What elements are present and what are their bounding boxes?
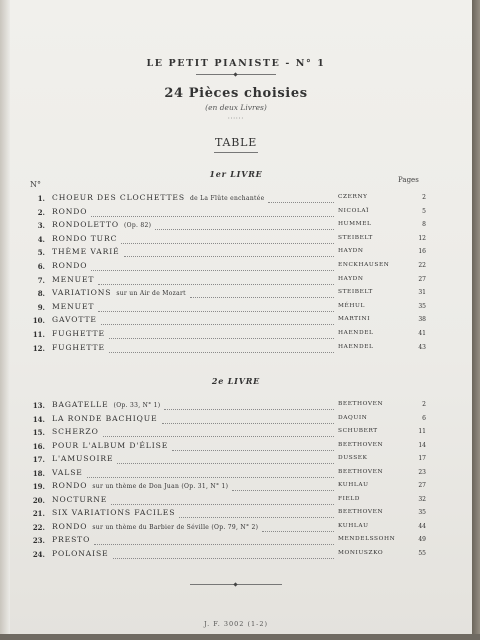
entry-page: 31	[418, 289, 426, 297]
table-row	[30, 315, 426, 327]
entry-page: 23	[418, 468, 426, 476]
entry-number: 5.	[37, 248, 45, 258]
table-row	[30, 495, 426, 507]
entry-composer: NICOLAÏ	[338, 207, 370, 214]
entry-title	[52, 549, 109, 558]
entry-title-text: POUR L'ALBUM D'ÉLISE	[52, 440, 169, 450]
entry-number: 15.	[32, 428, 45, 437]
entry-title-text: SIX VARIATIONS FACILES	[52, 508, 176, 517]
entry-page: 5	[422, 207, 426, 215]
entry-title-text: NOCTURNE	[52, 494, 108, 504]
entry-page: 32	[418, 495, 426, 503]
table-row	[30, 288, 426, 300]
entry-number: 3.	[37, 221, 45, 231]
entry-title-text: BAGATELLE	[52, 400, 109, 409]
entry-page: 55	[418, 549, 426, 557]
entry-title-text: MENUET	[52, 301, 95, 311]
dotted-leader	[98, 311, 334, 312]
entry-title-text: CHOEUR DES CLOCHETTES	[52, 193, 185, 202]
entry-title-text: FUGHETTE	[52, 329, 105, 338]
table-row	[30, 427, 426, 439]
dotted-leader	[232, 490, 334, 491]
table-row	[30, 549, 426, 561]
entry-title-text: RONDO	[52, 261, 88, 270]
entry-title-text: RONDO	[52, 481, 88, 490]
plate-number: J. F. 3002 (1-2)	[203, 620, 268, 628]
entry-page: 8	[422, 221, 426, 229]
entry-page: 27	[418, 482, 426, 489]
entry-title-text: POLONAISE	[52, 548, 109, 558]
entry-page: 38	[418, 316, 426, 324]
dotted-leader	[113, 558, 334, 559]
table-row	[30, 193, 426, 205]
entry-title	[52, 508, 175, 517]
dotted-leader	[164, 409, 334, 410]
page-edge-shadow	[472, 0, 480, 640]
entry-composer: HUMMEL	[338, 221, 372, 228]
entry-page: 27	[418, 275, 426, 283]
entry-page: 22	[418, 262, 426, 269]
dotted-leader	[91, 270, 334, 271]
dotted-leader	[124, 256, 334, 257]
entry-composer: BEETHOVEN	[338, 468, 384, 475]
table-row	[30, 220, 426, 232]
entry-number: 12.	[32, 343, 45, 353]
entry-composer: MENDELSSOHN	[338, 536, 396, 542]
entry-title	[52, 427, 99, 436]
entry-title-text: SCHERZO	[52, 427, 99, 436]
table-row	[30, 234, 426, 246]
entry-title	[52, 414, 158, 423]
table-row	[30, 481, 426, 493]
entry-composer: BEETHOVEN	[338, 441, 384, 448]
entry-page: 16	[418, 248, 426, 256]
entry-composer: CZERNY	[338, 194, 368, 200]
collection-title: 24 Pièces choisies	[164, 86, 308, 101]
entry-number: 10.	[32, 316, 45, 326]
entry-title-text: L'AMUSOIRE	[52, 454, 114, 463]
entry-title	[52, 247, 120, 256]
book-1-heading: 1er LIVRE	[209, 169, 263, 179]
entry-page: 6	[422, 414, 426, 422]
entry-title-text: GAVOTTE	[52, 315, 97, 325]
table-row	[30, 275, 426, 287]
entry-title	[52, 275, 94, 284]
table-heading: TABLE	[214, 136, 258, 149]
table-underline	[214, 152, 258, 153]
dotted-leader	[109, 338, 334, 339]
entry-title-text: LA RONDE BACHIQUE	[52, 413, 158, 423]
entry-composer: HAYDN	[338, 248, 364, 255]
entry-title-text: RONDO	[52, 206, 88, 216]
entry-title-text: VALSE	[52, 467, 83, 477]
entry-number: 9.	[37, 302, 45, 312]
entry-subtitle: (Op. 33, N° 1)	[113, 402, 161, 409]
entry-composer: BEETHOVEN	[338, 401, 384, 407]
entry-composer: FIELD	[338, 495, 361, 502]
dotted-leader	[179, 517, 334, 518]
entry-title	[52, 234, 117, 243]
entry-composer: DUSSEK	[338, 455, 368, 461]
entry-subtitle: de La Flûte enchantée	[189, 195, 265, 202]
entry-number: 2.	[37, 207, 45, 217]
entry-page: 44	[418, 522, 426, 530]
entry-title	[52, 454, 113, 463]
table-row	[30, 468, 426, 480]
table-row	[30, 454, 426, 466]
collection-subtitle: (en deux Livres)	[205, 103, 267, 112]
table-row	[30, 343, 426, 355]
entry-title-text: RONDO	[52, 521, 88, 531]
entry-number: 23.	[32, 536, 45, 545]
dotted-leader	[111, 504, 334, 505]
entry-composer: SCHUBERT	[338, 428, 378, 434]
entry-title-text: VARIATIONS	[52, 288, 112, 298]
entry-title-text: RONDO TURC	[52, 233, 118, 243]
dotted-leader	[190, 297, 334, 298]
dotted-leader	[162, 423, 334, 424]
entry-number: 13.	[32, 401, 45, 410]
entry-composer: BEETHOVEN	[338, 509, 384, 515]
table-row	[30, 535, 426, 547]
ornament-diamond	[233, 72, 237, 76]
table-row	[30, 441, 426, 453]
entry-title	[52, 261, 87, 270]
series-title: LE PETIT PIANISTE - N° 1	[146, 58, 326, 69]
entry-composer: MARTINI	[338, 316, 371, 323]
dotted-leader	[268, 202, 334, 203]
entry-title	[52, 481, 228, 490]
entry-composer: HAENDEL	[338, 343, 374, 350]
entry-title-text: MENUET	[52, 274, 95, 284]
dotted-leader	[172, 450, 334, 451]
dotted-leader	[87, 477, 334, 478]
entry-composer: STEIBELT	[338, 234, 373, 241]
entry-page: 41	[418, 330, 426, 337]
entry-subtitle: sur un Air de Mozart	[116, 290, 186, 298]
dotted-leader	[103, 436, 334, 437]
entry-number: 7.	[37, 275, 45, 285]
entry-number: 6.	[37, 262, 45, 271]
entry-page: 11	[418, 428, 426, 435]
entry-title	[52, 193, 264, 202]
table-row	[30, 522, 426, 534]
entry-composer: MÉHUL	[338, 302, 365, 309]
entry-number: 22.	[32, 522, 45, 532]
entry-title	[52, 495, 107, 504]
entry-title	[52, 343, 105, 352]
table-row	[30, 508, 426, 520]
pages-column-heading: Pages	[398, 176, 419, 184]
entry-title	[52, 315, 97, 324]
entry-page: 14	[418, 441, 426, 449]
entry-page: 2	[422, 194, 426, 201]
entry-page: 2	[422, 401, 426, 408]
dotted-leader	[262, 531, 334, 532]
entry-title	[52, 220, 151, 229]
table-row	[30, 329, 426, 341]
table-row	[30, 207, 426, 219]
table-row	[30, 302, 426, 314]
entry-page: 35	[418, 302, 426, 310]
entry-title	[52, 207, 87, 216]
entry-composer: MONIUSZKO	[338, 549, 384, 556]
entry-number: 14.	[32, 414, 45, 424]
entry-number: 11.	[32, 330, 45, 339]
entry-number: 8.	[37, 289, 45, 299]
closing-ornament-diamond	[233, 582, 237, 586]
dotted-leader	[155, 229, 334, 230]
entry-number: 19.	[32, 482, 45, 491]
entry-page: 49	[418, 536, 426, 543]
entry-title	[52, 288, 186, 297]
entry-number: 24.	[32, 549, 45, 559]
entry-subtitle: sur un thème du Barbier de Séville (Op. 79, N° 2)	[92, 523, 259, 531]
entry-page: 35	[418, 509, 426, 516]
entry-composer: HAYDN	[338, 275, 364, 282]
entry-composer: DAQUIN	[338, 414, 368, 421]
dotted-leader	[101, 324, 334, 325]
entry-title-text: RONDOLETTO	[52, 220, 119, 230]
entry-title	[52, 302, 94, 311]
entry-title	[52, 400, 160, 409]
table-row	[30, 261, 426, 273]
entry-composer: ENCKHAUSEN	[338, 262, 390, 268]
entry-page: 12	[418, 234, 426, 242]
entry-number: 20.	[32, 495, 45, 505]
entry-number: 4.	[37, 234, 45, 244]
book-2-heading: 2e LIVRE	[211, 376, 261, 386]
dotted-leader	[121, 243, 334, 244]
entry-subtitle: sur un thème de Don Juan (Op. 31, N° 1)	[92, 483, 229, 490]
entry-title	[52, 522, 258, 531]
entry-number: 16.	[32, 441, 45, 451]
entry-composer: KUHLAU	[338, 522, 369, 529]
entry-page: 17	[418, 455, 426, 462]
subtitle-ornament: ::::::	[227, 115, 245, 121]
dotted-leader	[117, 463, 334, 464]
dotted-leader	[98, 284, 334, 285]
entry-title	[52, 441, 168, 450]
entry-composer: HAENDEL	[338, 330, 374, 336]
table-row	[30, 247, 426, 259]
page-bottom-edge	[0, 634, 480, 640]
entry-subtitle: (Op. 82)	[123, 222, 152, 230]
entry-title	[52, 535, 90, 544]
entry-page: 43	[418, 343, 426, 351]
entry-number: 21.	[32, 509, 45, 518]
table-row	[30, 414, 426, 426]
dotted-leader	[109, 352, 334, 353]
entry-number: 1.	[37, 194, 45, 203]
entry-title	[52, 329, 105, 338]
entry-number: 17.	[32, 455, 45, 464]
dotted-leader	[94, 544, 334, 545]
entry-composer: KUHLAU	[338, 482, 369, 488]
entry-number: 18.	[32, 468, 45, 478]
entry-composer: STEIBELT	[338, 289, 373, 296]
number-column-heading: N°	[30, 180, 41, 189]
entry-title-text: FUGHETTE	[52, 342, 105, 352]
table-row	[30, 400, 426, 412]
dotted-leader	[91, 216, 334, 217]
entry-title-text: PRESTO	[52, 535, 91, 544]
entry-title	[52, 468, 83, 477]
entry-title-text: THÈME VARIÉ	[52, 247, 120, 257]
